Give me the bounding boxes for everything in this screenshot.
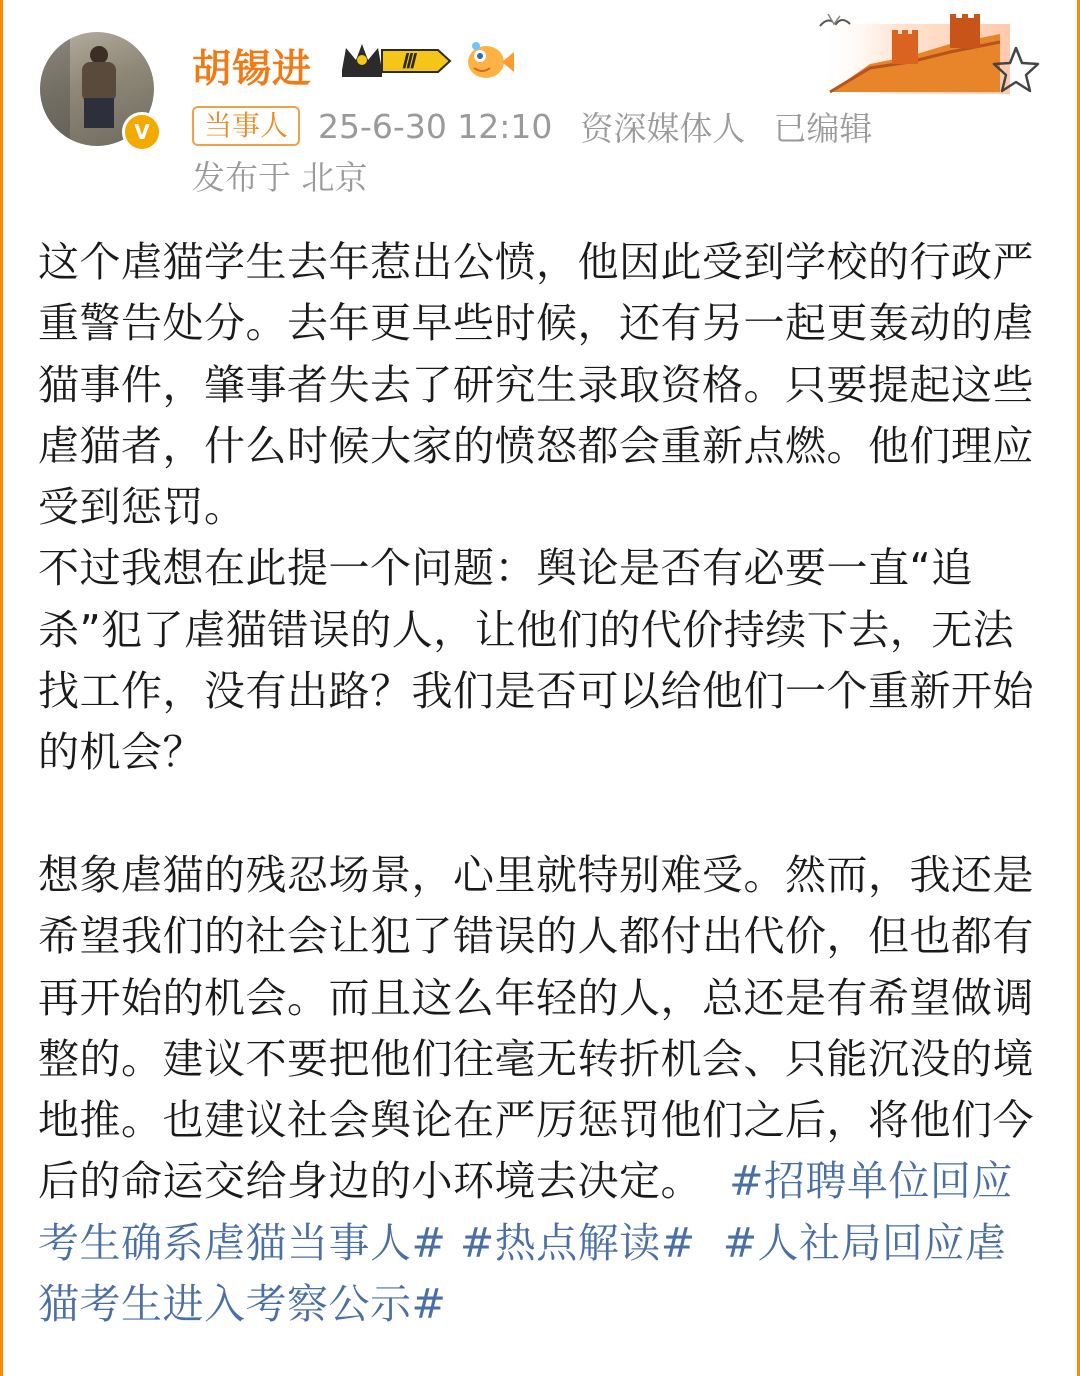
post-paragraph-2: 不过我想在此提一个问题：舆论是否有必要一直“追杀”犯了虐猫错误的人，让他们的代价持续下去，无法找工作，没有出路？我们是否可以给他们一个重新开始的机会？ bbox=[38, 544, 1034, 777]
avatar-background bbox=[40, 32, 70, 146]
timestamp: 25-6-30 12:10 bbox=[318, 106, 553, 146]
fish-emblem-icon bbox=[462, 38, 514, 82]
post-paragraph-3-text: 想象虐猫的残忍场景，心里就特别难受。然而，我还是希望我们的社会让犯了错误的人都付出代价，但也都有再开始的机会。而且这么年轻的人，总还是有希望做调整的。建议不要把他们往毫无转折机会、只能沉没的境地推。也建议社会舆论在严厉惩罚他们之后，将他们今后的命运交给身边的小环境去决定。 bbox=[38, 850, 1034, 1206]
avatar-figure-body bbox=[82, 62, 116, 102]
star-outline-icon[interactable] bbox=[990, 44, 1042, 96]
level-badge-text: Ⅲ bbox=[401, 51, 415, 73]
hashtag-link[interactable]: #招聘单位回应考生确系虐猫当事人# bbox=[38, 1157, 1013, 1267]
avatar-figure-legs bbox=[84, 98, 114, 128]
post-meta bbox=[192, 104, 900, 148]
verified-icon: V bbox=[122, 112, 162, 152]
username[interactable]: 胡锡进 bbox=[192, 47, 313, 92]
post-header bbox=[0, 0, 1080, 210]
hashtag-link[interactable]: #人社局回应虐猫考生进入考察公示# bbox=[38, 1218, 1007, 1329]
post-location: 发布于 北京 bbox=[192, 158, 368, 197]
user-role: 资深媒体人 bbox=[580, 108, 746, 148]
edited-label[interactable]: 已编辑 bbox=[773, 108, 873, 148]
crown-badge-icon[interactable] bbox=[338, 40, 456, 82]
great-wall-decoration bbox=[800, 4, 1010, 104]
paragraph-spacer bbox=[38, 784, 1038, 845]
party-tag[interactable]: 当事人 bbox=[192, 106, 300, 146]
post-paragraph-1: 这个虐猫学生去年惹出公愤，他因此受到学校的行政严重警告处分。去年更早些时候，还有另一起更轰动的虐猫事件，肇事者失去了研究生录取资格。只要提起这些虐猫者，什么时候大家的愤怒都会重新点燃。他们理应受到惩罚。 bbox=[38, 238, 1034, 532]
post-paragraph-3 bbox=[38, 845, 1038, 1335]
post-body bbox=[38, 232, 1038, 1335]
hashtag-link[interactable]: #热点解读# bbox=[459, 1218, 696, 1267]
